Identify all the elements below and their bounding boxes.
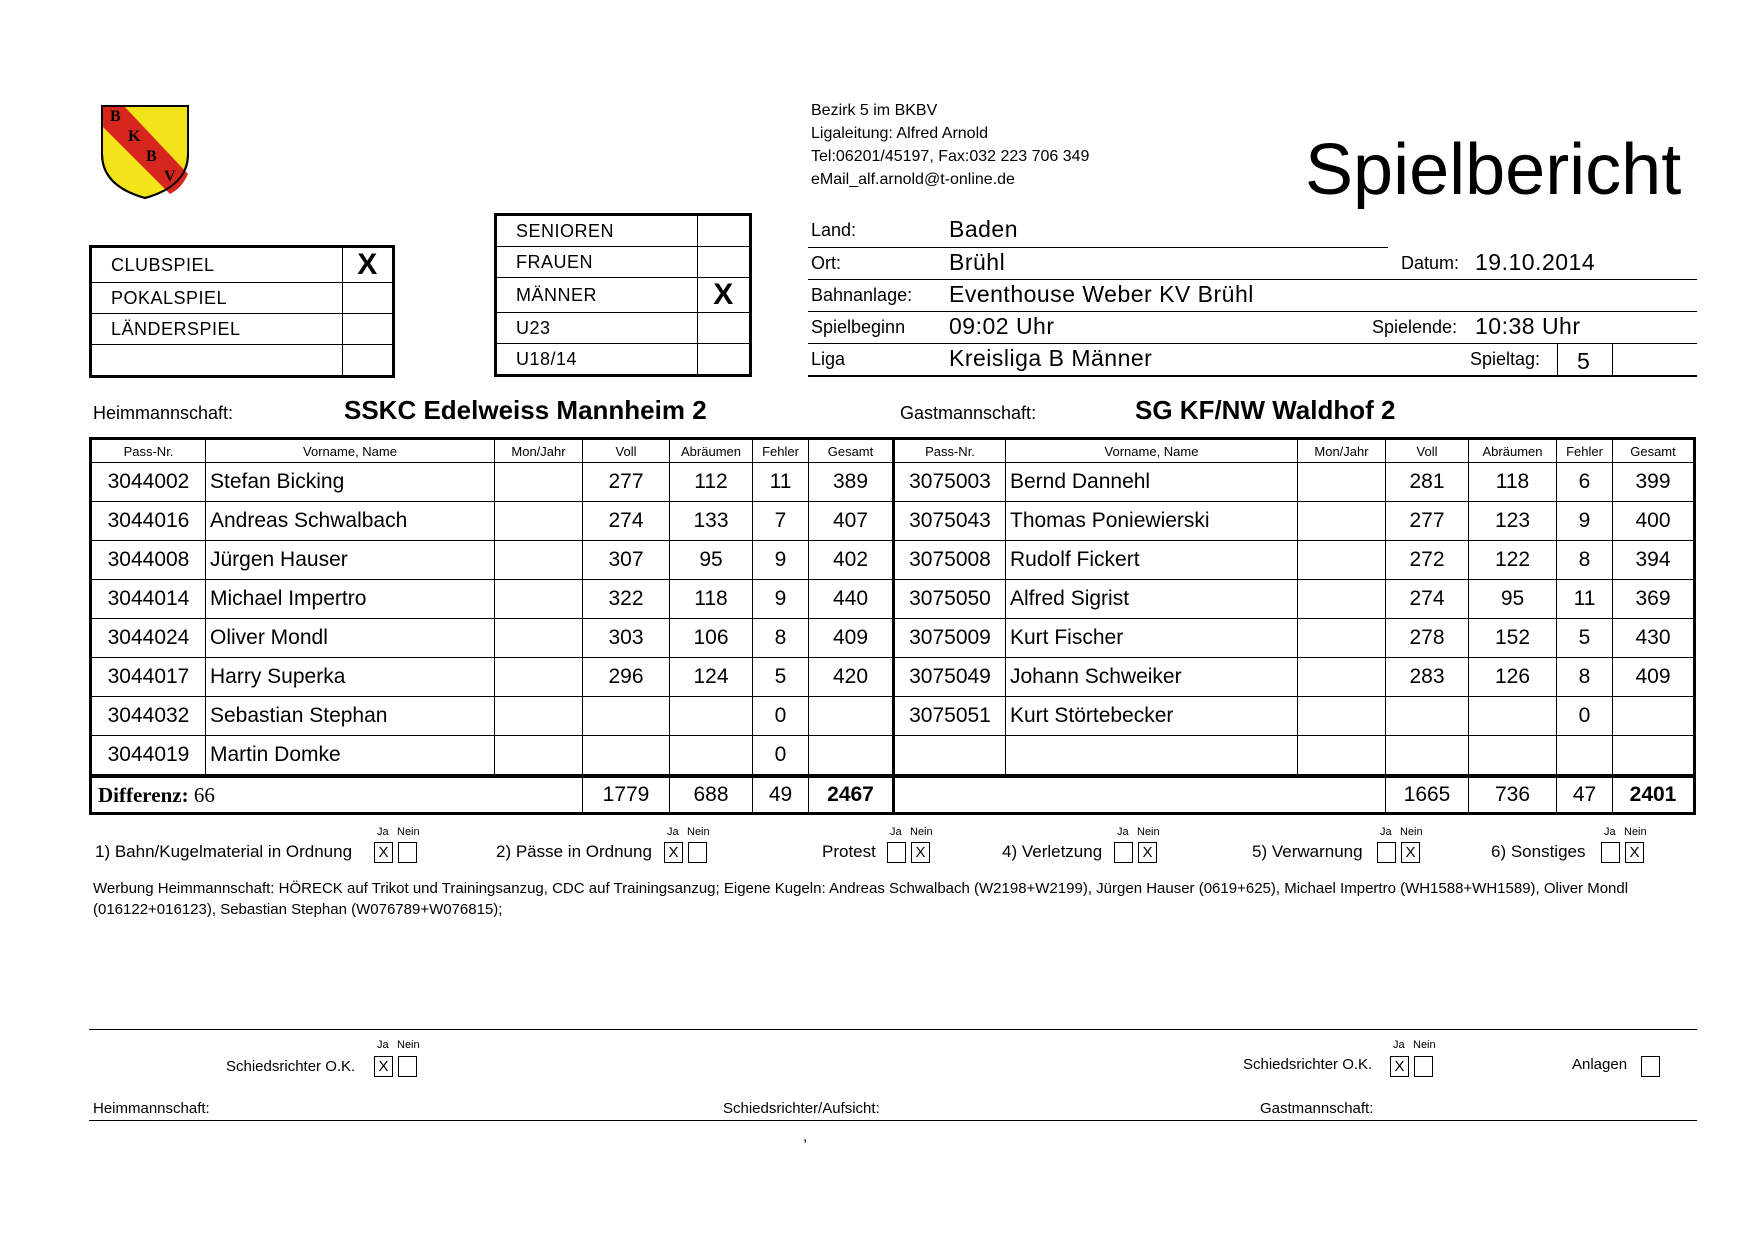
liga-value[interactable]: Kreisliga B Männer: [949, 345, 1153, 371]
check-label: 5) Verwarnung: [1252, 842, 1363, 861]
category-label: FRAUEN: [496, 247, 698, 278]
home-name-cell[interactable]: Michael Impertro: [206, 580, 495, 619]
guest-name-cell[interactable]: Bernd Dannehl: [1006, 463, 1298, 502]
ja-label: Ja: [890, 826, 902, 838]
signature-home-label: Heimmannschaft:: [93, 1100, 210, 1117]
spieltag-value[interactable]: 5: [1577, 348, 1591, 374]
table-row: [91, 541, 1695, 580]
home-name-cell[interactable]: Jürgen Hauser: [206, 541, 495, 580]
spielende-label: Spielende:: [1372, 317, 1458, 337]
home-pass-nr-cell[interactable]: 3044016: [91, 502, 206, 541]
home-abraeumen-cell[interactable]: 106: [670, 619, 753, 658]
guest-name-cell[interactable]: Thomas Poniewierski: [1006, 502, 1298, 541]
home-gesamt-cell[interactable]: 389: [809, 463, 894, 502]
guest-pass-nr-cell[interactable]: 3075043: [894, 502, 1006, 541]
guest-name-cell[interactable]: [1006, 736, 1298, 777]
check-ja-checkbox[interactable]: X: [374, 842, 393, 863]
category-label: SENIOREN: [496, 215, 698, 247]
home-gesamt-cell[interactable]: 402: [809, 541, 894, 580]
guest-voll-cell[interactable]: [1386, 697, 1469, 736]
col-header: Voll: [1386, 439, 1469, 463]
home-voll-cell[interactable]: [583, 697, 670, 736]
guest-gesamt-cell[interactable]: 399: [1613, 463, 1695, 502]
guest-voll-cell[interactable]: [1386, 736, 1469, 777]
col-header: Fehler: [1557, 439, 1613, 463]
home-gesamt-cell[interactable]: 420: [809, 658, 894, 697]
home-name-cell[interactable]: Andreas Schwalbach: [206, 502, 495, 541]
home-pass-nr-cell[interactable]: 3044032: [91, 697, 206, 736]
guest-fehler-cell[interactable]: 8: [1557, 658, 1613, 697]
table-row: [91, 619, 1695, 658]
table-row: [91, 736, 1695, 777]
home-abraeumen-cell[interactable]: 95: [670, 541, 753, 580]
land-label: Land:: [811, 220, 857, 240]
home-abraeumen-cell[interactable]: 124: [670, 658, 753, 697]
category-mark[interactable]: [698, 313, 751, 344]
home-fehler-cell[interactable]: 5: [753, 658, 809, 697]
liga-label: Liga: [811, 349, 846, 369]
svg-text:B: B: [110, 108, 121, 125]
guest-team-name[interactable]: SG KF/NW Waldhof 2: [1135, 395, 1396, 425]
game-type-mark[interactable]: [343, 283, 394, 314]
guest-voll-cell[interactable]: 274: [1386, 580, 1469, 619]
home-gesamt-cell[interactable]: [809, 736, 894, 777]
col-header: Pass-Nr.: [91, 439, 206, 463]
nein-label: Nein: [1137, 826, 1160, 838]
guest-gesamt-cell[interactable]: [1613, 736, 1695, 777]
guest-abraeumen-cell[interactable]: 118: [1469, 463, 1557, 502]
guest-gesamt-cell[interactable]: 430: [1613, 619, 1695, 658]
col-header: Vorname, Name: [1006, 439, 1298, 463]
check-nein-checkbox[interactable]: [688, 842, 707, 863]
guest-gesamt-cell[interactable]: 394: [1613, 541, 1695, 580]
home-fehler-cell[interactable]: 9: [753, 580, 809, 619]
ort-value[interactable]: Brühl: [949, 249, 1006, 275]
category-mark[interactable]: [698, 247, 751, 278]
home-gesamt-cell[interactable]: [809, 697, 894, 736]
home-gesamt-cell[interactable]: 409: [809, 619, 894, 658]
guest-pass-nr-cell[interactable]: [894, 736, 1006, 777]
signature-referee-label: Schiedsrichter/Aufsicht:: [723, 1100, 880, 1117]
home-total-voll: 1779: [583, 776, 670, 814]
guest-voll-cell[interactable]: 277: [1386, 502, 1469, 541]
guest-pass-nr-cell[interactable]: 3075050: [894, 580, 1006, 619]
check-label: Protest: [822, 842, 876, 861]
ja-label: Ja: [377, 1039, 389, 1051]
guest-fehler-cell[interactable]: 0: [1557, 697, 1613, 736]
home-name-cell[interactable]: Oliver Mondl: [206, 619, 495, 658]
guest-abraeumen-cell[interactable]: 95: [1469, 580, 1557, 619]
home-mon-jahr-cell[interactable]: [495, 502, 583, 541]
referee-ok-nein-left-checkbox[interactable]: [398, 1056, 417, 1077]
totals-row: [91, 776, 1695, 814]
guest-name-cell[interactable]: Kurt Fischer: [1006, 619, 1298, 658]
ja-label: Ja: [1380, 826, 1392, 838]
page-title: Spielbericht: [1305, 130, 1682, 210]
guest-fehler-cell[interactable]: [1557, 736, 1613, 777]
home-voll-cell[interactable]: 303: [583, 619, 670, 658]
nein-label: Nein: [1400, 826, 1423, 838]
col-header: Gesamt: [1613, 439, 1695, 463]
land-value[interactable]: Baden: [949, 216, 1019, 242]
check-label: 2) Pässe in Ordnung: [496, 842, 652, 861]
guest-gesamt-cell[interactable]: 409: [1613, 658, 1695, 697]
referee-ok-ja-left-checkbox[interactable]: X: [374, 1056, 393, 1077]
home-team-name[interactable]: SSKC Edelweiss Mannheim 2: [344, 395, 707, 425]
home-name-cell[interactable]: Martin Domke: [206, 736, 495, 777]
guest-mon-jahr-cell[interactable]: [1298, 541, 1386, 580]
bahnanlage-label: Bahnanlage:: [811, 285, 913, 305]
col-header: Pass-Nr.: [894, 439, 1006, 463]
guest-name-cell[interactable]: Alfred Sigrist: [1006, 580, 1298, 619]
guest-abraeumen-cell[interactable]: [1469, 736, 1557, 777]
home-name-cell[interactable]: Sebastian Stephan: [206, 697, 495, 736]
guest-abraeumen-cell[interactable]: 152: [1469, 619, 1557, 658]
home-voll-cell[interactable]: 307: [583, 541, 670, 580]
werbung-text: Werbung Heimmannschaft: HÖRECK auf Trikot und Trainingsanzug, CDC auf Trainingsanzug; Eigene Kugeln: Andreas Schwalbach (W2198+W2199), Jürgen Hauser (0619+625), Michael Impertro (WH1588+WH1589), Oliver Mondl (016122+016123), Sebastian Stephan (W076789+W076815);: [93, 880, 1629, 918]
check-nein-checkbox[interactable]: [398, 842, 417, 863]
check-ja-checkbox[interactable]: [1601, 842, 1620, 863]
check-ja-checkbox[interactable]: [887, 842, 906, 863]
ort-label: Ort:: [811, 253, 841, 273]
home-pass-nr-cell[interactable]: 3044002: [91, 463, 206, 502]
check-ja-checkbox[interactable]: [1114, 842, 1133, 863]
game-type-label: CLUBSPIEL: [91, 247, 343, 283]
anlagen-label: Anlagen: [1572, 1056, 1628, 1073]
guest-name-cell[interactable]: Kurt Störtebecker: [1006, 697, 1298, 736]
home-mon-jahr-cell[interactable]: [495, 697, 583, 736]
home-team-label: Heimmannschaft:: [93, 403, 234, 423]
category-mark[interactable]: X: [698, 278, 751, 313]
guest-voll-cell[interactable]: 283: [1386, 658, 1469, 697]
home-pass-nr-cell[interactable]: 3044024: [91, 619, 206, 658]
guest-fehler-cell[interactable]: 5: [1557, 619, 1613, 658]
home-abraeumen-cell[interactable]: 112: [670, 463, 753, 502]
col-header: Mon/Jahr: [495, 439, 583, 463]
nein-label: Nein: [397, 1039, 420, 1051]
check-label: 1) Bahn/Kugelmaterial in Ordnung: [95, 842, 353, 861]
home-name-cell[interactable]: Stefan Bicking: [206, 463, 495, 502]
check-nein-checkbox[interactable]: X: [911, 842, 930, 863]
home-abraeumen-cell[interactable]: 133: [670, 502, 753, 541]
footer-mark: ,: [803, 1128, 808, 1145]
guest-mon-jahr-cell[interactable]: [1298, 697, 1386, 736]
referee-ok-nein-right-checkbox[interactable]: [1414, 1056, 1433, 1077]
guest-mon-jahr-cell[interactable]: [1298, 619, 1386, 658]
game-type-mark[interactable]: [343, 314, 394, 345]
guest-abraeumen-cell[interactable]: 122: [1469, 541, 1557, 580]
col-header: Voll: [583, 439, 670, 463]
game-type-label: LÄNDERSPIEL: [91, 314, 343, 345]
guest-pass-nr-cell[interactable]: 3075008: [894, 541, 1006, 580]
guest-abraeumen-cell[interactable]: 126: [1469, 658, 1557, 697]
nein-label: Nein: [1413, 1039, 1436, 1051]
guest-mon-jahr-cell[interactable]: [1298, 502, 1386, 541]
header-line-2: Ligaleitung: Alfred Arnold: [811, 125, 989, 142]
check-ja-checkbox[interactable]: X: [664, 842, 683, 863]
ja-label: Ja: [1117, 826, 1129, 838]
guest-mon-jahr-cell[interactable]: [1298, 658, 1386, 697]
check-ja-checkbox[interactable]: [1377, 842, 1396, 863]
home-abraeumen-cell[interactable]: [670, 736, 753, 777]
guest-voll-cell[interactable]: 272: [1386, 541, 1469, 580]
home-pass-nr-cell[interactable]: 3044019: [91, 736, 206, 777]
guest-total-voll: 1665: [1386, 776, 1469, 814]
home-abraeumen-cell[interactable]: 118: [670, 580, 753, 619]
home-fehler-cell[interactable]: 0: [753, 697, 809, 736]
bahnanlage-value[interactable]: Eventhouse Weber KV Brühl: [949, 281, 1254, 307]
guest-name-cell[interactable]: Rudolf Fickert: [1006, 541, 1298, 580]
home-fehler-cell[interactable]: 8: [753, 619, 809, 658]
nein-label: Nein: [687, 826, 710, 838]
datum-label: Datum:: [1401, 253, 1460, 273]
nein-label: Nein: [397, 826, 420, 838]
home-mon-jahr-cell[interactable]: [495, 541, 583, 580]
guest-voll-cell[interactable]: 278: [1386, 619, 1469, 658]
guest-total-blank: [894, 776, 1386, 814]
spielbeginn-value[interactable]: 09:02 Uhr: [949, 313, 1055, 339]
col-header: Abräumen: [1469, 439, 1557, 463]
guest-name-cell[interactable]: Johann Schweiker: [1006, 658, 1298, 697]
spieltag-label: Spieltag:: [1470, 349, 1541, 369]
home-pass-nr-cell[interactable]: 3044008: [91, 541, 206, 580]
datum-value[interactable]: 19.10.2014: [1475, 249, 1596, 275]
guest-total-fehler: 47: [1557, 776, 1613, 814]
referee-ok-label-right: Schiedsrichter O.K.: [1243, 1056, 1373, 1073]
home-voll-cell[interactable]: 322: [583, 580, 670, 619]
home-name-cell[interactable]: Harry Superka: [206, 658, 495, 697]
guest-mon-jahr-cell[interactable]: [1298, 580, 1386, 619]
guest-team-label: Gastmannschaft:: [900, 403, 1037, 423]
table-row: [91, 697, 1695, 736]
guest-gesamt-cell[interactable]: [1613, 697, 1695, 736]
game-type-label: POKALSPIEL: [91, 283, 343, 314]
header-line-1: Bezirk 5 im BKBV: [811, 102, 938, 119]
difference-cell: [91, 776, 583, 814]
guest-abraeumen-cell[interactable]: [1469, 697, 1557, 736]
guest-voll-cell[interactable]: 281: [1386, 463, 1469, 502]
home-voll-cell[interactable]: [583, 736, 670, 777]
home-voll-cell[interactable]: 274: [583, 502, 670, 541]
category-mark[interactable]: [698, 344, 751, 376]
home-mon-jahr-cell[interactable]: [495, 619, 583, 658]
guest-pass-nr-cell[interactable]: 3075003: [894, 463, 1006, 502]
nein-label: Nein: [910, 826, 933, 838]
svg-text:V: V: [164, 168, 176, 185]
guest-fehler-cell[interactable]: 8: [1557, 541, 1613, 580]
referee-ok-label-left: Schiedsrichter O.K.: [226, 1058, 356, 1075]
header-line-4: eMail_alf.arnold@t-online.de: [811, 171, 1015, 188]
home-mon-jahr-cell[interactable]: [495, 736, 583, 777]
ja-label: Ja: [377, 826, 389, 838]
check-nein-checkbox[interactable]: X: [1138, 842, 1157, 863]
guest-pass-nr-cell[interactable]: 3075051: [894, 697, 1006, 736]
home-voll-cell[interactable]: 277: [583, 463, 670, 502]
svg-text:B: B: [146, 148, 157, 165]
game-type-box: [89, 245, 395, 378]
check-label: 4) Verletzung: [1002, 842, 1103, 861]
home-fehler-cell[interactable]: 11: [753, 463, 809, 502]
header-line-3: Tel:06201/45197, Fax:032 223 706 349: [811, 148, 1090, 165]
col-header: Mon/Jahr: [1298, 439, 1386, 463]
guest-gesamt-cell[interactable]: 369: [1613, 580, 1695, 619]
spielbeginn-label: Spielbeginn: [811, 317, 906, 337]
guest-pass-nr-cell[interactable]: 3075009: [894, 619, 1006, 658]
signature-guest-label: Gastmannschaft:: [1260, 1100, 1374, 1117]
category-label: U23: [496, 313, 698, 344]
category-box: [494, 213, 752, 377]
bkbv-logo: [100, 104, 190, 200]
guest-fehler-cell[interactable]: 6: [1557, 463, 1613, 502]
home-fehler-cell[interactable]: 9: [753, 541, 809, 580]
table-row: [91, 463, 1695, 502]
home-fehler-cell[interactable]: 7: [753, 502, 809, 541]
category-mark[interactable]: [698, 215, 751, 247]
ja-label: Ja: [1604, 826, 1616, 838]
check-label: 6) Sonstiges: [1491, 842, 1586, 861]
home-mon-jahr-cell[interactable]: [495, 658, 583, 697]
check-nein-checkbox[interactable]: X: [1401, 842, 1420, 863]
home-pass-nr-cell[interactable]: 3044014: [91, 580, 206, 619]
home-mon-jahr-cell[interactable]: [495, 580, 583, 619]
spielende-value[interactable]: 10:38 Uhr: [1475, 313, 1581, 339]
ja-label: Ja: [667, 826, 679, 838]
home-gesamt-cell[interactable]: 440: [809, 580, 894, 619]
home-mon-jahr-cell[interactable]: [495, 463, 583, 502]
nein-label: Nein: [1624, 826, 1647, 838]
table-row: [91, 502, 1695, 541]
anlagen-checkbox[interactable]: [1641, 1056, 1660, 1077]
guest-abraeumen-cell[interactable]: 123: [1469, 502, 1557, 541]
referee-ok-ja-right-checkbox[interactable]: X: [1390, 1056, 1409, 1077]
game-type-label: [91, 345, 343, 377]
home-total-abraeumen: 688: [670, 776, 753, 814]
col-header: Vorname, Name: [206, 439, 495, 463]
col-header: Abräumen: [670, 439, 753, 463]
col-header: Gesamt: [809, 439, 894, 463]
home-total-gesamt: 2467: [809, 776, 894, 814]
guest-gesamt-cell[interactable]: 400: [1613, 502, 1695, 541]
guest-fehler-cell[interactable]: 11: [1557, 580, 1613, 619]
category-label: U18/14: [496, 344, 698, 376]
table-row: [91, 658, 1695, 697]
guest-mon-jahr-cell[interactable]: [1298, 736, 1386, 777]
guest-pass-nr-cell[interactable]: 3075049: [894, 658, 1006, 697]
guest-mon-jahr-cell[interactable]: [1298, 463, 1386, 502]
game-type-mark[interactable]: [343, 345, 394, 377]
category-label: MÄNNER: [496, 278, 698, 313]
home-voll-cell[interactable]: 296: [583, 658, 670, 697]
guest-total-gesamt: 2401: [1613, 776, 1695, 814]
difference-label: Differenz:: [98, 782, 189, 807]
check-nein-checkbox[interactable]: X: [1625, 842, 1644, 863]
home-total-fehler: 49: [753, 776, 809, 814]
ja-label: Ja: [1393, 1039, 1405, 1051]
home-fehler-cell[interactable]: 0: [753, 736, 809, 777]
home-abraeumen-cell[interactable]: [670, 697, 753, 736]
svg-text:K: K: [128, 128, 141, 145]
home-gesamt-cell[interactable]: 407: [809, 502, 894, 541]
col-header: Fehler: [753, 439, 809, 463]
game-type-mark[interactable]: X: [343, 247, 394, 283]
score-table: [89, 437, 1696, 815]
guest-total-abraeumen: 736: [1469, 776, 1557, 814]
home-pass-nr-cell[interactable]: 3044017: [91, 658, 206, 697]
table-row: [91, 580, 1695, 619]
difference-value: 66: [193, 782, 215, 807]
guest-fehler-cell[interactable]: 9: [1557, 502, 1613, 541]
